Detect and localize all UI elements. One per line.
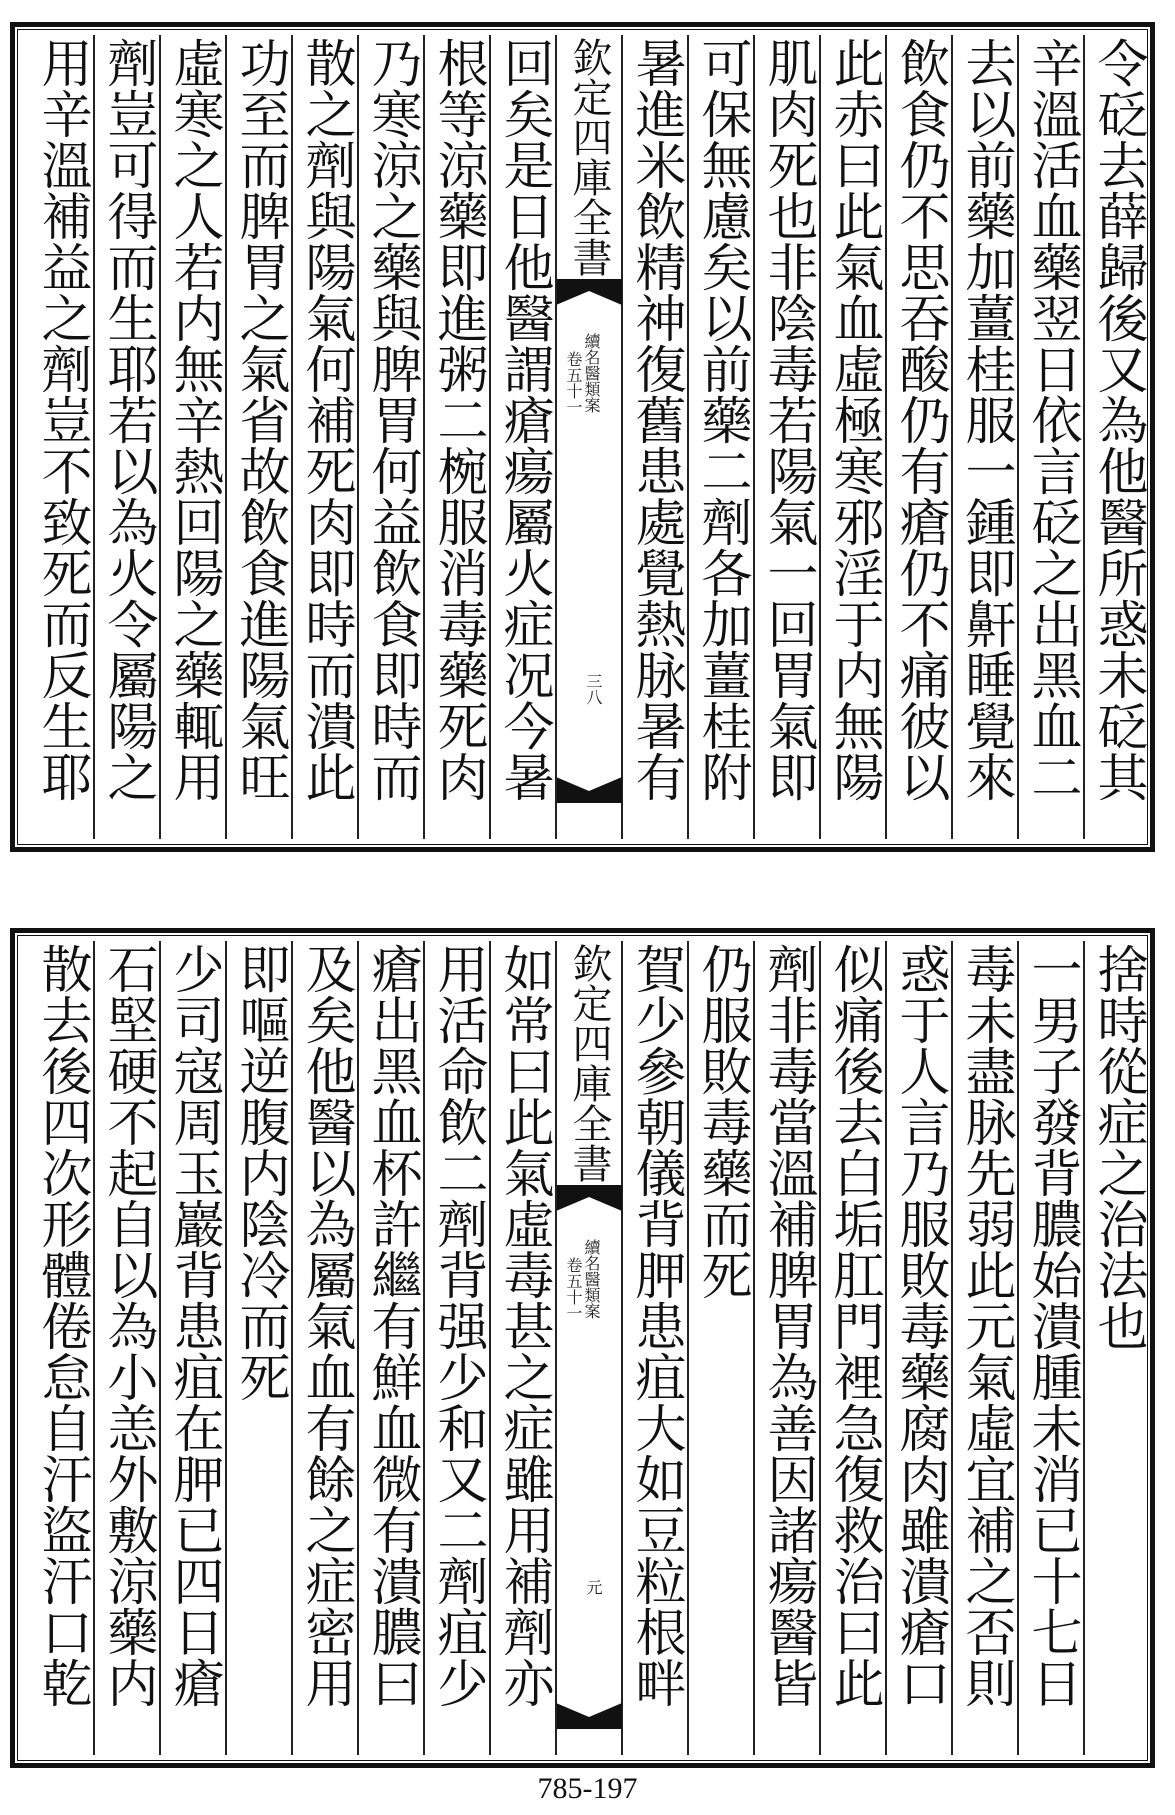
- fishtail-lower-icon: [556, 1699, 622, 1729]
- volume-label: 卷五十一: [564, 1257, 583, 1321]
- center-column: [556, 939, 622, 1757]
- text-column: 即嘔逆腹内陰冷而死: [230, 943, 289, 1402]
- fishtail-upper-icon: [556, 1185, 622, 1215]
- text-column: 石堅硬不起自以為小恙外敷涼藥内: [98, 943, 157, 1708]
- text-column: 劑非毒當溫補脾胃為善因諸瘍醫皆: [758, 943, 817, 1708]
- text-column: 捨時從症之治法也: [1088, 943, 1147, 1351]
- text-column: 可保無慮矣以前藥二劑各加薑桂附: [692, 37, 751, 802]
- text-column: 回矣是日他醫謂瘡瘍屬火症况今暑: [494, 37, 553, 802]
- text-column: 根等涼藥即進粥二椀服消毒藥死肉: [428, 37, 487, 802]
- text-column: 一男子發背膿始潰腫未消已十七日: [1022, 943, 1081, 1708]
- text-column: 用辛溫補益之劑豈不致死而反生耶: [32, 37, 91, 802]
- book-series-title: 欽定四庫全書: [566, 943, 612, 1183]
- book-title: 續名醫類案: [582, 333, 601, 413]
- text-column: 飲食仍不思吞酸仍有瘡仍不痛彼以: [890, 37, 949, 802]
- center-column: [556, 33, 622, 841]
- text-column: 如常曰此氣虛毒甚之症雖用補劑亦: [494, 943, 553, 1708]
- top-page: [10, 22, 1155, 852]
- text-column: 乃寒涼之藥與脾胃何益飲食即時而: [362, 37, 421, 802]
- text-column: 瘡出黑血杯許繼有鮮血微有潰膿曰: [362, 943, 421, 1708]
- page-number: 785-197: [537, 1772, 638, 1805]
- folio-number: 三八: [584, 673, 603, 705]
- text-column: 散之劑與陽氣何補死肉即時而潰此: [296, 37, 355, 802]
- folio-number: 元: [584, 1579, 603, 1595]
- book-title: 續名醫類案: [582, 1239, 601, 1319]
- text-column: 虛寒之人若内無辛熱回陽之藥輒用: [164, 37, 223, 802]
- text-column: 此赤曰此氣血虛極寒邪淫于内無陽: [824, 37, 883, 802]
- text-column: 令砭去薛歸後又為他醫所惑未砭其: [1088, 37, 1147, 802]
- text-column: 似痛後去白垢肛門裡急復救治曰此: [824, 943, 883, 1708]
- fishtail-lower-icon: [556, 773, 622, 803]
- text-column: 肌肉死也非陰毒若陽氣一回胃氣即: [758, 37, 817, 802]
- book-series-title: 欽定四庫全書: [566, 37, 612, 277]
- text-column: 劑豈可得而生耶若以為火令屬陽之: [98, 37, 157, 802]
- volume-label: 卷五十一: [564, 351, 583, 415]
- text-column: 少司寇周玉巖背患疽在胛已四日瘡: [164, 943, 223, 1708]
- text-column: 散去後四次形體倦怠自汗盜汗口乾: [32, 943, 91, 1708]
- text-column: 惑于人言乃服敗毒藥腐肉雖潰瘡口: [890, 943, 949, 1708]
- text-column: 及矣他醫以為屬氣血有餘之症密用: [296, 943, 355, 1708]
- text-column: 去以前藥加薑桂服一鍾即鼾睡覺來: [956, 37, 1015, 802]
- fishtail-upper-icon: [556, 279, 622, 309]
- text-column: 用活命飲二劑背强少和又二劑疽少: [428, 943, 487, 1708]
- text-column: 辛溫活血藥翌日依言砭之出黑血二: [1022, 37, 1081, 802]
- text-column: 仍服敗毒藥而死: [692, 943, 751, 1300]
- bottom-page: [10, 928, 1155, 1768]
- text-column: 暑進米飲精神復舊患處覺熱脉暑有: [626, 37, 685, 802]
- text-column: 毒未盡脉先弱此元氣虛宜補之否則: [956, 943, 1015, 1708]
- text-column: 功至而脾胃之氣省故飲食進陽氣旺: [230, 37, 289, 802]
- text-column: 賀少參朝儀背胛患疽大如豆粒根畔: [626, 943, 685, 1708]
